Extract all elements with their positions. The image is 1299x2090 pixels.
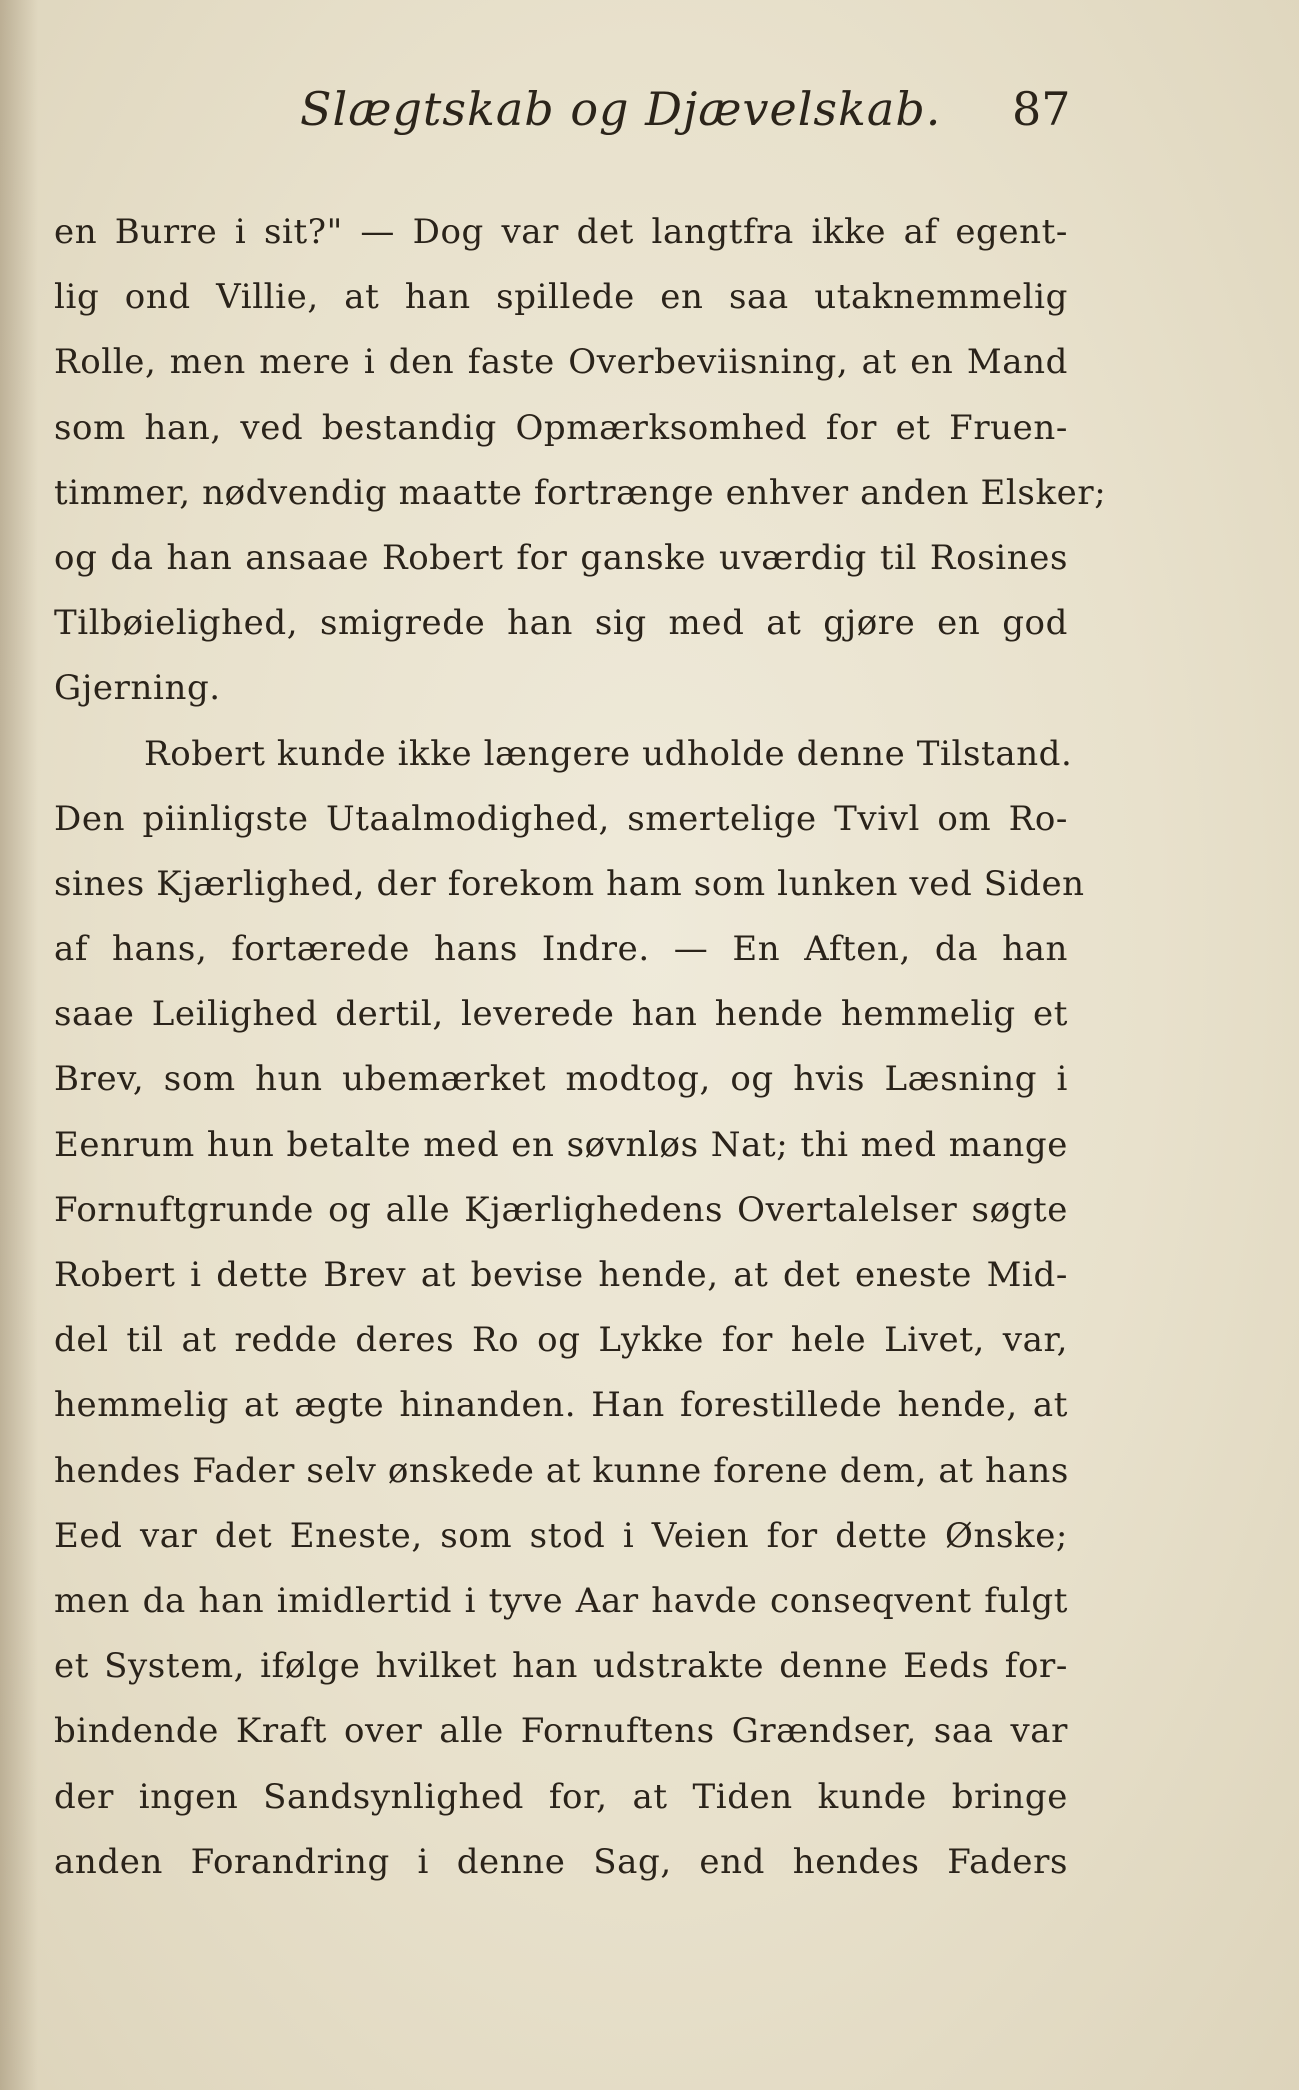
text-line: der ingen Sandsynlighed for, at Tiden kunde bringe bbox=[54, 1776, 1068, 1817]
text-line: og da han ansaae Robert for ganske uværdig til Rosines bbox=[54, 537, 1068, 578]
text-line: Fornuftgrunde og alle Kjærlighedens Overtalelser søgte bbox=[54, 1189, 1068, 1230]
text-line: af hans, fortærede hans Indre. — En Aften, da han bbox=[54, 929, 1068, 970]
paragraph-start-line: Robert kunde ikke længere udholde denne Tilstand. bbox=[144, 733, 1073, 774]
text-line: Brev, som hun ubemærket modtog, og hvis Læsning i bbox=[54, 1059, 1068, 1100]
text-line: et System, ifølge hvilket han udstrakte denne Eeds for- bbox=[54, 1646, 1068, 1687]
text-line: Eed var det Eneste, som stod i Veien for dette Ønske; bbox=[54, 1515, 1068, 1556]
text-line: Den piinligste Utaalmodighed, smertelige Tvivl om Ro- bbox=[54, 798, 1068, 839]
text-line: hemmelig at ægte hinanden. Han forestillede hende, at bbox=[54, 1385, 1068, 1426]
text-line: timmer, nødvendig maatte fortrænge enhver anden Elsker; bbox=[54, 472, 1107, 513]
text-line: saae Leilighed dertil, leverede han hende hemmelig et bbox=[54, 994, 1068, 1035]
running-head: Slægtskab og Djævelskab. bbox=[300, 82, 942, 136]
paragraph-end-line: Gjerning. bbox=[54, 668, 221, 709]
text-line: lig ond Villie, at han spillede en saa utaknemmelig bbox=[54, 277, 1068, 318]
text-line: hendes Fader selv ønskede at kunne forene dem, at hans bbox=[54, 1450, 1069, 1491]
page-header bbox=[0, 82, 1299, 152]
page-number: 87 bbox=[1012, 82, 1071, 136]
body-text bbox=[54, 200, 1107, 1895]
text-line: Robert i dette Brev at bevise hende, at det eneste Mid- bbox=[54, 1255, 1068, 1295]
text-line: sines Kjærlighed, der forekom ham som lunken ved Siden bbox=[54, 863, 1085, 904]
text-line: en Burre i sit?" — Dog var det langtfra ikke af egent- bbox=[54, 212, 1068, 252]
text-line: som han, ved bestandig Opmærksomhed for et Fruen- bbox=[54, 407, 1068, 448]
text-line: Eenrum hun betalte med en søvnløs Nat; thi med mange bbox=[54, 1124, 1068, 1165]
text-line: anden Forandring i denne Sag, end hendes Faders bbox=[54, 1841, 1068, 1882]
text-line: bindende Kraft over alle Fornuftens Grændser, saa var bbox=[54, 1711, 1068, 1752]
text-line: men da han imidlertid i tyve Aar havde conseqvent fulgt bbox=[54, 1580, 1068, 1621]
text-line: Rolle, men mere i den faste Overbeviisning, at en Mand bbox=[54, 342, 1068, 383]
text-line: Tilbøielighed, smigrede han sig med at gjøre en god bbox=[54, 603, 1068, 644]
text-line: del til at redde deres Ro og Lykke for hele Livet, var, bbox=[54, 1320, 1068, 1361]
